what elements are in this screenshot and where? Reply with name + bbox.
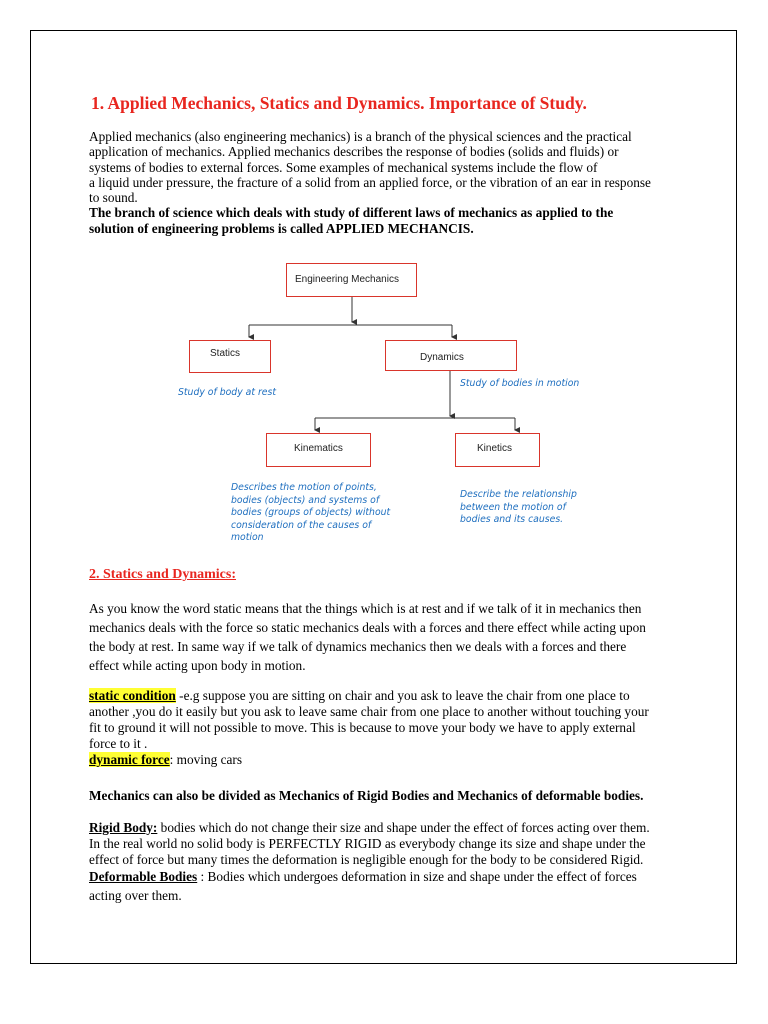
note-line: Describes the motion of points, [231,482,377,493]
para-line: effect of force but many times the deformation is negligible enough for the body to be considered Rigid. [89,852,644,867]
note-line: Describe the relationship [460,489,577,500]
para-line: another ,you do it easily but you ask to leave same chair from one place to another without touching your [89,704,649,719]
para-line [89,867,689,886]
para-line [89,688,689,704]
para-line [89,820,689,836]
box-kinetics [455,433,540,467]
note-kinetics [460,489,577,527]
deformable-bodies-term: Deformable Bodies [89,869,198,884]
box-dynamics [385,340,517,371]
para-line: mechanics deals with the force so static mechanics deals with a forces and there effect while acting upon [89,620,646,635]
box-label: Dynamics [420,352,464,363]
box-label: Engineering Mechanics [295,274,399,285]
rigid-body-term: Rigid Body: [89,820,158,835]
box-statics [189,340,271,373]
box-label: Kinetics [477,443,513,454]
box-label: Kinematics [294,443,343,454]
definition-line: The branch of science which deals with study of different laws of mechanics as applied to the [89,205,614,221]
definition-line: solution of engineering problems is called APPLIED MECHANCIS. [89,220,474,236]
note-line: between the motion of [460,501,566,513]
box-kinematics [266,433,371,467]
static-condition-term: static condition [89,688,176,703]
deformable-bodies-paragraph [89,867,689,905]
para-line: effect while acting upon body in motion. [89,658,306,673]
para-line: As you know the word static means that the things which is at rest and if we talk of it in mechanics then [89,601,642,616]
intro-line: a liquid under pressure, the fracture of a solid from an applied force, or the vibration of an ear in response [89,174,651,190]
para-line [89,752,689,768]
para-line: In the real world no solid body is PERFECTLY RIGID as everybody change its size and shape under the [89,836,646,851]
division-statement: Mechanics can also be divided as Mechanics of Rigid Bodies and Mechanics of deformable bodies. [89,788,644,803]
heading-applied-mechanics: 1. Applied Mechanics, Statics and Dynamics. Importance of Study. [91,93,587,113]
note-dynamics: Study of bodies in motion [460,378,580,389]
statics-paragraph [89,599,689,675]
rigid-body-text: bodies which do not change their size and shape under the effect of forces acting over them. [157,820,650,835]
intro-line: Applied mechanics (also engineering mechanics) is a branch of the physical sciences and the practical [89,129,632,144]
note-statics: Study of body at rest [178,387,276,398]
intro-line: systems of bodies to external forces. Some examples of mechanical systems include the flow of [89,159,598,175]
note-line: motion [231,532,264,543]
note-kinematics [231,482,390,545]
note-line: consideration of the causes of [231,519,372,531]
note-line: bodies (objects) and systems of [231,494,380,506]
static-condition-text: -e.g suppose you are sitting on chair and you ask to leave the chair from one place to [175,688,630,703]
heading-statics-dynamics: 2. Statics and Dynamics: [89,567,237,582]
note-line: bodies and its causes. [460,514,564,525]
box-engineering-mechanics [286,263,417,297]
intro-line: application of mechanics. Applied mechanics describes the response of bodies (solids and fluids) or [89,144,619,160]
para-line: fit to ground it will not possible to move. This is because to move your body we have to apply external [89,720,636,735]
note-line: bodies (groups of objects) without [231,507,391,518]
deformable-bodies-text: : Bodies which undergoes deformation in size and shape under the effect of forces [197,869,637,884]
para-line: the body at rest. In same way if we talk of dynamics mechanics then we deals with a forces and there [89,639,627,654]
para-line: force to it . [89,736,148,751]
static-condition-paragraph [89,688,689,768]
rigid-body-paragraph [89,820,689,868]
intro-line: to sound. [89,190,138,206]
dynamic-force-term: dynamic force [89,752,170,767]
dynamic-force-text: : moving cars [169,752,243,767]
para-line: acting over them. [89,888,182,903]
box-label: Statics [210,348,241,359]
